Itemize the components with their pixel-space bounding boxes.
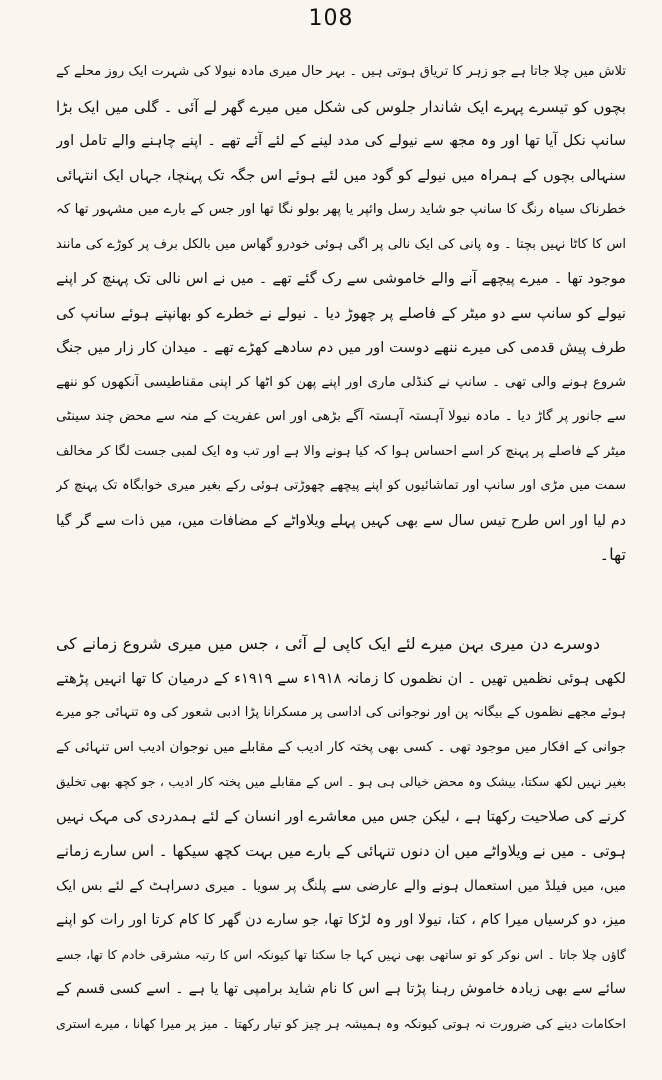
text-line: سنہالی بچوں کے ہمراہ میں نیولے کو گود میں لئے ہوئے اس جگہ تک پہنچا، جہاں ایک انتہائی bbox=[56, 166, 626, 184]
text-line: طرف پیش قدمی کی میرے ننھے دوست اور میں دم سادھے کھڑے تھے ۔ میدان کار زار میں جنگ bbox=[56, 339, 626, 356]
text-line: احکامات دینے کی ضرورت نہ ہوتی کیونکہ وہ ہمیشہ ہر چیز کو تیار رکھتا ۔ میز پر میرا کھانا ، میرے استری bbox=[56, 1015, 626, 1031]
text-line: سے جانور پر گاڑ دیا ۔ مادہ نیولا آہستہ آہستہ آگے بڑھی اور اس عفریت کے منہ سے محض چند سینٹی bbox=[56, 409, 626, 424]
text-line: بچوں کو تیسرے پہرے ایک شاندار جلوس کی شکل میں میرے گھر لے آئی ۔ گلی میں ایک بڑا bbox=[56, 97, 626, 116]
text-line: سمت میں مڑی اور سانپ اور تماشائیوں کو اپنے پیچھے چھوڑتی ہوئی رکے بغیر میری خوابگاہ تک پہنچ کر bbox=[56, 478, 626, 493]
text-line: تھا۔ bbox=[599, 545, 626, 564]
text-line: ہوئے مجھے نظموں کے بیگانہ پن اور نوجوانی کی اداسی پر مسکرانا پڑا ادبی شعور کی وہ تنہائی جو میرے bbox=[56, 705, 626, 720]
text-line: سانپ نکل آیا تھا اور وہ مجھ سے نیولے کی مدد لینے کے لئے آئے تھے ۔ اپنے چاہنے والے تامل اور bbox=[56, 132, 626, 149]
text-line: اس کا کاٹا نہیں بچتا ۔ وہ پانی کی ایک نالی پر اگی ہوئی خودرو گھاس میں بالکل برف پر کوڑے کی مانند bbox=[56, 236, 626, 252]
text-line: سائے سے بھی زیادہ خاموش رہنا پڑتا ہے اس کا نام شاید برامپی تھا یا ہے ۔ اسے کسی قسم کے bbox=[56, 981, 626, 997]
text-line: شروع ہونے والی تھی ۔ سانپ نے کنڈلی ماری اور اپنے پھن کو اٹھا کر اپنی مقناطیسی آنکھوں کو ننھے bbox=[56, 374, 626, 390]
text-line: جوانی کے افکار میں موجود تھی ۔ کسی بھی پختہ کار ادیب کے مقابلے میں نوجوان ادیب اس تنہائی کے bbox=[56, 739, 626, 755]
paragraph-2 bbox=[56, 627, 626, 1041]
paragraph-1 bbox=[56, 55, 626, 573]
text-line: میں، میں فیلڈ میں استعمال ہونے والے عارضی سے پلنگ پر سویا ۔ میری دسراہٹ کے لئے بس ایک bbox=[56, 877, 626, 894]
text-line: ہوتی ۔ میں نے ویلاواٹے میں ان دنوں تنہائی کے بارے میں بہت کچھ سیکھا ۔ اس سارے زمانے bbox=[56, 842, 626, 860]
text-line: دوسرے دن میری بہن میرے لئے ایک کاپی لے آئی ، جس میں میری شروع زمانے کی bbox=[56, 634, 600, 653]
text-line: تلاش میں چلا جاتا ہے جو زہر کا تریاق ہوتی ہیں ۔ بہر حال میری مادہ نیولا کی شہرت ایک روز محلے کے bbox=[56, 64, 626, 79]
text-line: میٹر کے فاصلے پر پہنچ کر اسے احساس ہوا کہ کیا ہونے والا ہے اور تب وہ ایک لمبی جست لگا کر مخالف bbox=[56, 443, 626, 459]
text-line: دم لیا اور اس طرح تیس سال سے بھی کہیں پہلے ویلاواٹے کے مضافات میں، میں ذات سے گر گیا bbox=[56, 512, 626, 529]
text-line: گاؤں چلا جاتا ۔ اس نوکر کو تو ساتھی بھی نہیں کہا جا سکتا تھا کیونکہ اس کا رتبہ مشرقی خادم کا تھا، جسے bbox=[56, 947, 626, 962]
text-line: بغیر نہیں لکھ سکتا، بیشک وہ محض خیالی ہی ہو ۔ اس کے مقابلے میں پختہ کار ادیب ، جو کچھ بھی تخلیق bbox=[56, 774, 626, 789]
text-line: لکھی ہوئی نظمیں تھیں ۔ ان نظموں کا زمانہ ۱۹۱۸ء سے ۱۹۱۹ء کے درمیان کا تھا انہیں پڑھتے bbox=[56, 669, 626, 687]
text-line: نیولے کو سانپ سے دو میٹر کے فاصلے پر چھوڑ دیا ۔ نیولے نے خطرے کو بھانپتے ہوئے سانپ کی bbox=[56, 304, 626, 322]
text-line: میز، دو کرسیاں میرا کام ، کتا، نیولا اور وہ لڑکا تھا، جو سارے دن گھر کا کام کرتا اور رات کو اپنے bbox=[56, 912, 626, 928]
text-line: خطرناک سیاہ رنگ کا سانپ جو شاید رسل وائپر یا پھر بولو نگا تھا اور جس کے بارے میں مشہور تھا کہ bbox=[56, 202, 626, 217]
page-number: 108 bbox=[308, 6, 354, 31]
text-line: موجود تھا ۔ میرے پیچھے آنے والے خاموشی سے رک گئے تھے ۔ میں نے اس نالی تک پہنچ کر اپنے bbox=[56, 270, 626, 287]
text-line: کرنے کی صلاحیت رکھتا ہے ، لیکن جس میں معاشرے اور انسان کے لئے ہمدردی کی مہک نہیں bbox=[56, 807, 626, 825]
